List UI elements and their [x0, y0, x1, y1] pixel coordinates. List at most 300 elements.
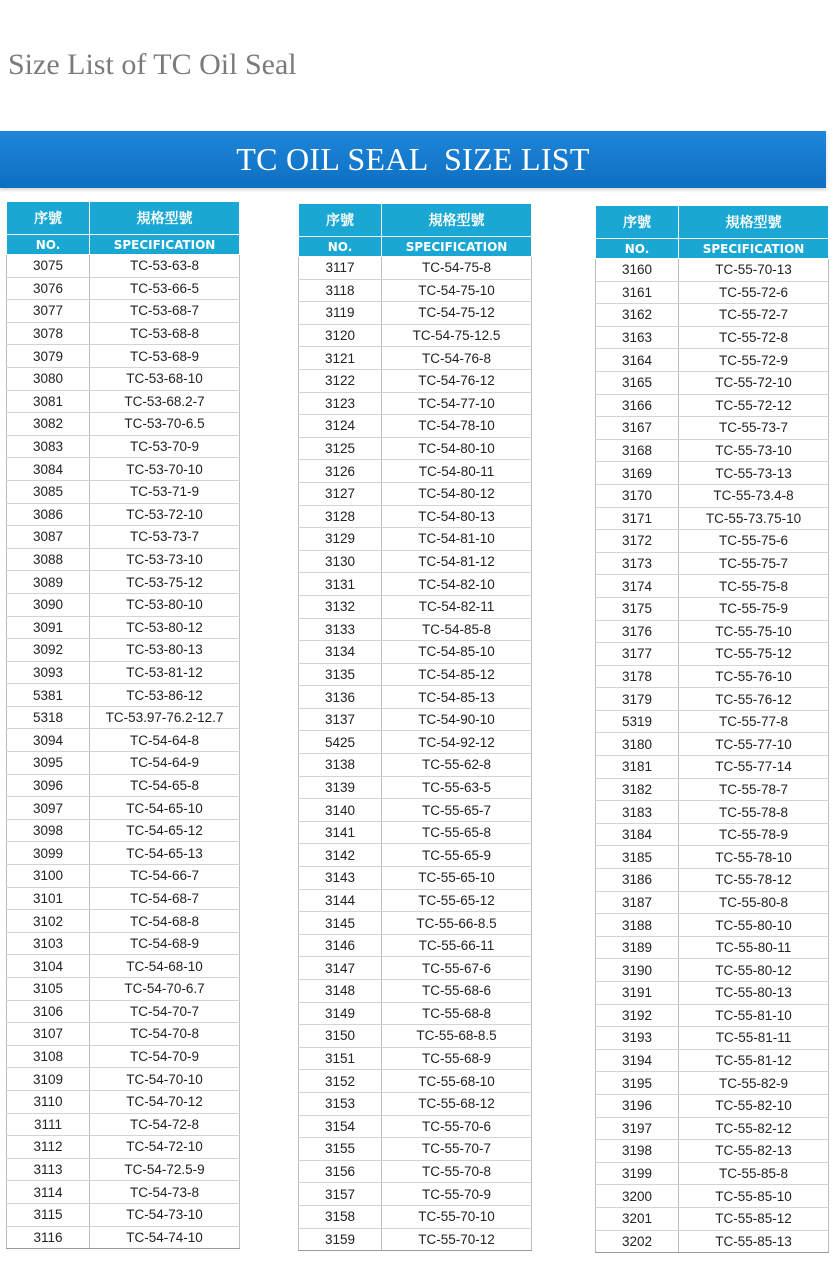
table-row: [7, 819, 240, 842]
cell-no: 3124: [299, 415, 382, 438]
table-row: [7, 1136, 240, 1159]
cell-no: 3088: [7, 548, 90, 571]
cell-no: 3163: [596, 326, 679, 349]
cell-no: 3179: [596, 688, 679, 711]
cell-spec: TC-54-81-12: [382, 550, 532, 573]
cell-no: 3199: [596, 1162, 679, 1185]
table-row: [299, 1205, 532, 1228]
table-row: [7, 1068, 240, 1091]
table-row: [7, 255, 240, 278]
table-row: [7, 706, 240, 729]
cell-no: 3105: [7, 978, 90, 1001]
cell-no: 3080: [7, 367, 90, 390]
cell-spec: TC-54-70-8: [90, 1023, 240, 1046]
cell-spec: TC-53-73-7: [90, 526, 240, 549]
cell-spec: TC-53-80-12: [90, 616, 240, 639]
cell-no: 3106: [7, 1000, 90, 1023]
cell-no: 3173: [596, 552, 679, 575]
table-row: [299, 1002, 532, 1025]
cell-no: 3181: [596, 756, 679, 779]
cell-spec: TC-54-85-13: [382, 686, 532, 709]
cell-no: 3158: [299, 1205, 382, 1228]
table-row: [596, 643, 829, 666]
cell-no: 3089: [7, 571, 90, 594]
cell-spec: TC-54-65-10: [90, 797, 240, 820]
cell-no: 3094: [7, 729, 90, 752]
table-row: [299, 889, 532, 912]
table-row: [299, 980, 532, 1003]
table-row: [7, 797, 240, 820]
cell-spec: TC-55-70-7: [382, 1138, 532, 1161]
cell-spec: TC-55-82-10: [679, 1094, 829, 1117]
table-row: [299, 618, 532, 641]
cell-spec: TC-53-68-8: [90, 322, 240, 345]
cell-spec: TC-55-75-9: [679, 597, 829, 620]
cell-no: 3126: [299, 460, 382, 483]
cell-spec: TC-55-73-13: [679, 462, 829, 485]
cell-no: 3148: [299, 980, 382, 1003]
cell-no: 3144: [299, 889, 382, 912]
cell-no: 3200: [596, 1185, 679, 1208]
cell-no: 3195: [596, 1072, 679, 1095]
cell-no: 3099: [7, 842, 90, 865]
cell-spec: TC-54-92-12: [382, 731, 532, 754]
cell-spec: TC-54-64-9: [90, 752, 240, 775]
table-row: [299, 528, 532, 551]
table-row: [7, 435, 240, 458]
table-row: [7, 1158, 240, 1181]
table-row: [596, 281, 829, 304]
cell-spec: TC-55-66-11: [382, 934, 532, 957]
table-row: [596, 575, 829, 598]
cell-no: 3136: [299, 686, 382, 709]
cell-no: 3165: [596, 371, 679, 394]
cell-spec: TC-55-70-10: [382, 1205, 532, 1228]
header-spec-cn: 規格型號: [382, 204, 532, 237]
cell-no: 3123: [299, 392, 382, 415]
cell-no: 3146: [299, 934, 382, 957]
table-row: [299, 754, 532, 777]
table-row: [299, 279, 532, 302]
table-row: [299, 392, 532, 415]
table-row: [299, 1115, 532, 1138]
table-row: [596, 326, 829, 349]
banner-title: TC OIL SEAL SIZE LIST: [236, 141, 590, 177]
cell-spec: TC-53-68-7: [90, 300, 240, 323]
cell-spec: TC-54-76-12: [382, 369, 532, 392]
cell-no: 3114: [7, 1181, 90, 1204]
cell-spec: TC-55-77-8: [679, 710, 829, 733]
cell-spec: TC-55-65-8: [382, 821, 532, 844]
cell-no: 3160: [596, 259, 679, 282]
cell-no: 3135: [299, 663, 382, 686]
cell-no: 3116: [7, 1226, 90, 1249]
cell-spec: TC-55-63-5: [382, 776, 532, 799]
cell-spec: TC-54-85-10: [382, 641, 532, 664]
table-row: [596, 1094, 829, 1117]
cell-spec: TC-55-78-7: [679, 778, 829, 801]
cell-no: 3141: [299, 821, 382, 844]
cell-no: 3134: [299, 641, 382, 664]
table-row: [299, 347, 532, 370]
cell-no: 3100: [7, 865, 90, 888]
cell-spec: TC-55-73-10: [679, 439, 829, 462]
header-no-en: NO.: [596, 239, 679, 259]
cell-spec: TC-55-62-8: [382, 754, 532, 777]
table-row: [596, 688, 829, 711]
cell-no: 3093: [7, 661, 90, 684]
cell-spec: TC-54-73-10: [90, 1203, 240, 1226]
cell-spec: TC-53-72-10: [90, 503, 240, 526]
table-row: [596, 552, 829, 575]
table-row: [596, 914, 829, 937]
cell-spec: TC-55-77-10: [679, 733, 829, 756]
cell-spec: TC-55-77-14: [679, 756, 829, 779]
cell-spec: TC-55-65-9: [382, 844, 532, 867]
size-table-2: [298, 203, 532, 1251]
table-row: [596, 1185, 829, 1208]
cell-spec: TC-53-81-12: [90, 661, 240, 684]
cell-no: 3157: [299, 1183, 382, 1206]
cell-spec: TC-55-75-6: [679, 530, 829, 553]
cell-spec: TC-53-86-12: [90, 684, 240, 707]
table-row: [299, 1228, 532, 1251]
cell-no: 3151: [299, 1047, 382, 1070]
cell-no: 3197: [596, 1117, 679, 1140]
table-row: [7, 593, 240, 616]
table-row: [7, 480, 240, 503]
cell-no: 3189: [596, 936, 679, 959]
cell-spec: TC-54-90-10: [382, 708, 532, 731]
cell-no: 3086: [7, 503, 90, 526]
table-row: [299, 415, 532, 438]
size-table-3: [595, 205, 829, 1253]
cell-spec: TC-55-68-9: [382, 1047, 532, 1070]
cell-no: 3115: [7, 1203, 90, 1226]
table-row: [7, 1203, 240, 1226]
table-row: [7, 413, 240, 436]
cell-no: 3137: [299, 708, 382, 731]
cell-no: 3085: [7, 480, 90, 503]
table-row: [596, 1162, 829, 1185]
cell-spec: TC-55-76-10: [679, 665, 829, 688]
cell-no: 3154: [299, 1115, 382, 1138]
cell-spec: TC-54-70-7: [90, 1000, 240, 1023]
cell-no: 3156: [299, 1160, 382, 1183]
table-row: [596, 869, 829, 892]
cell-spec: TC-55-85-8: [679, 1162, 829, 1185]
cell-no: 3129: [299, 528, 382, 551]
cell-no: 5318: [7, 706, 90, 729]
table-row: [7, 1090, 240, 1113]
cell-spec: TC-55-72-6: [679, 281, 829, 304]
table-row: [596, 620, 829, 643]
cell-spec: TC-55-75-7: [679, 552, 829, 575]
cell-spec: TC-53-80-13: [90, 639, 240, 662]
cell-no: 3150: [299, 1025, 382, 1048]
cell-no: 3190: [596, 959, 679, 982]
cell-no: 3097: [7, 797, 90, 820]
cell-no: 3184: [596, 823, 679, 846]
cell-spec: TC-55-80-10: [679, 914, 829, 937]
cell-spec: TC-53-68-9: [90, 345, 240, 368]
table-row: [7, 865, 240, 888]
table-row: [596, 936, 829, 959]
table-row: [596, 1072, 829, 1095]
cell-no: 3170: [596, 484, 679, 507]
cell-spec: TC-54-65-12: [90, 819, 240, 842]
cell-no: 3164: [596, 349, 679, 372]
table-row: [299, 844, 532, 867]
cell-no: 3155: [299, 1138, 382, 1161]
cell-no: 3077: [7, 300, 90, 323]
cell-spec: TC-55-78-9: [679, 823, 829, 846]
table-row: [596, 259, 829, 282]
cell-spec: TC-55-72-12: [679, 394, 829, 417]
cell-no: 3192: [596, 1004, 679, 1027]
table-row: [299, 686, 532, 709]
cell-no: 3095: [7, 752, 90, 775]
table-row: [299, 1092, 532, 1115]
table-row: [299, 1047, 532, 1070]
cell-no: 3081: [7, 390, 90, 413]
cell-spec: TC-55-72-9: [679, 349, 829, 372]
cell-spec: TC-54-68-10: [90, 955, 240, 978]
table-row: [299, 1160, 532, 1183]
cell-spec: TC-55-85-13: [679, 1230, 829, 1253]
table-row: [596, 1207, 829, 1230]
cell-spec: TC-54-72-10: [90, 1136, 240, 1159]
table-row: [596, 1140, 829, 1163]
cell-no: 3178: [596, 665, 679, 688]
table-row: [7, 277, 240, 300]
cell-spec: TC-55-73-7: [679, 417, 829, 440]
cell-no: 3177: [596, 643, 679, 666]
page-title: Size List of TC Oil Seal: [8, 48, 297, 81]
cell-no: 3120: [299, 324, 382, 347]
cell-no: 3133: [299, 618, 382, 641]
table-row: [7, 639, 240, 662]
table-row: [299, 731, 532, 754]
table-row: [596, 1049, 829, 1072]
table-row: [7, 1113, 240, 1136]
cell-no: 3145: [299, 912, 382, 935]
cell-spec: TC-55-72-10: [679, 371, 829, 394]
cell-spec: TC-53-68.2-7: [90, 390, 240, 413]
cell-spec: TC-54-78-10: [382, 415, 532, 438]
cell-no: 3175: [596, 597, 679, 620]
cell-no: 3202: [596, 1230, 679, 1253]
cell-spec: TC-53-71-9: [90, 480, 240, 503]
cell-spec: TC-54-77-10: [382, 392, 532, 415]
table-row: [596, 371, 829, 394]
banner: [0, 131, 826, 188]
cell-no: 3186: [596, 869, 679, 892]
cell-spec: TC-54-68-8: [90, 910, 240, 933]
cell-no: 3108: [7, 1045, 90, 1068]
table-row: [596, 823, 829, 846]
cell-no: 3166: [596, 394, 679, 417]
table-row: [299, 776, 532, 799]
cell-spec: TC-55-85-12: [679, 1207, 829, 1230]
table-row: [7, 345, 240, 368]
table-row: [7, 887, 240, 910]
cell-no: 3112: [7, 1136, 90, 1159]
cell-no: 3152: [299, 1070, 382, 1093]
table-row: [299, 821, 532, 844]
table-row: [596, 304, 829, 327]
cell-spec: TC-54-66-7: [90, 865, 240, 888]
header-no-en: NO.: [7, 235, 90, 255]
table-row: [7, 729, 240, 752]
table-row: [299, 437, 532, 460]
table-row: [7, 548, 240, 571]
table-row: [299, 641, 532, 664]
cell-spec: TC-55-72-8: [679, 326, 829, 349]
table-row: [299, 934, 532, 957]
table-row: [7, 1181, 240, 1204]
header-spec-en: SPECIFICATION: [382, 237, 532, 257]
table-row: [299, 460, 532, 483]
cell-no: 3201: [596, 1207, 679, 1230]
table-row: [299, 708, 532, 731]
cell-no: 3107: [7, 1023, 90, 1046]
header-no-cn: 序號: [299, 204, 382, 237]
table-row: [596, 349, 829, 372]
cell-no: 3090: [7, 593, 90, 616]
table-row: [299, 369, 532, 392]
table-row: [299, 302, 532, 325]
cell-spec: TC-55-68-12: [382, 1092, 532, 1115]
cell-spec: TC-54-72.5-9: [90, 1158, 240, 1181]
cell-spec: TC-55-82-9: [679, 1072, 829, 1095]
table-row: [7, 1226, 240, 1249]
table-row: [596, 462, 829, 485]
table-row: [299, 595, 532, 618]
cell-spec: TC-54-75-10: [382, 279, 532, 302]
table-row: [7, 1000, 240, 1023]
cell-no: 3172: [596, 530, 679, 553]
cell-spec: TC-55-72-7: [679, 304, 829, 327]
cell-spec: TC-55-70-9: [382, 1183, 532, 1206]
table-row: [7, 932, 240, 955]
table-row: [7, 458, 240, 481]
cell-no: 3188: [596, 914, 679, 937]
cell-spec: TC-53-70-6.5: [90, 413, 240, 436]
table-row: [596, 756, 829, 779]
cell-no: 3149: [299, 1002, 382, 1025]
cell-spec: TC-53-75-12: [90, 571, 240, 594]
header-spec-en: SPECIFICATION: [679, 239, 829, 259]
cell-no: 3142: [299, 844, 382, 867]
cell-no: 3162: [596, 304, 679, 327]
cell-spec: TC-54-70-9: [90, 1045, 240, 1068]
cell-spec: TC-53-63-8: [90, 255, 240, 278]
cell-no: 3122: [299, 369, 382, 392]
table-row: [299, 324, 532, 347]
cell-no: 3104: [7, 955, 90, 978]
cell-no: 3187: [596, 891, 679, 914]
cell-no: 3171: [596, 507, 679, 530]
table-row: [596, 1117, 829, 1140]
table-row: [7, 503, 240, 526]
table-row: [299, 912, 532, 935]
table-row: [299, 505, 532, 528]
table-row: [596, 530, 829, 553]
table-row: [299, 1025, 532, 1048]
cell-no: 3103: [7, 932, 90, 955]
table-row: [7, 1023, 240, 1046]
table-row: [299, 1138, 532, 1161]
table-row: [299, 257, 532, 280]
cell-spec: TC-54-80-12: [382, 482, 532, 505]
cell-spec: TC-54-65-13: [90, 842, 240, 865]
table-row: [299, 482, 532, 505]
cell-spec: TC-54-75-12.5: [382, 324, 532, 347]
cell-no: 3084: [7, 458, 90, 481]
cell-spec: TC-54-73-8: [90, 1181, 240, 1204]
cell-spec: TC-54-74-10: [90, 1226, 240, 1249]
cell-spec: TC-53-68-10: [90, 367, 240, 390]
cell-no: 3087: [7, 526, 90, 549]
cell-no: 3193: [596, 1027, 679, 1050]
table-row: [596, 439, 829, 462]
cell-spec: TC-55-85-10: [679, 1185, 829, 1208]
cell-spec: TC-55-68-6: [382, 980, 532, 1003]
cell-no: 3174: [596, 575, 679, 598]
cell-no: 3076: [7, 277, 90, 300]
cell-no: 3125: [299, 437, 382, 460]
table-row: [596, 507, 829, 530]
cell-spec: TC-55-65-10: [382, 867, 532, 890]
cell-spec: TC-54-82-11: [382, 595, 532, 618]
cell-no: 3075: [7, 255, 90, 278]
cell-no: 3127: [299, 482, 382, 505]
cell-spec: TC-54-70-12: [90, 1090, 240, 1113]
cell-spec: TC-55-67-6: [382, 957, 532, 980]
cell-spec: TC-53-66-5: [90, 277, 240, 300]
cell-spec: TC-54-85-12: [382, 663, 532, 686]
cell-spec: TC-55-80-12: [679, 959, 829, 982]
cell-no: 3111: [7, 1113, 90, 1136]
cell-spec: TC-55-80-8: [679, 891, 829, 914]
cell-no: 3117: [299, 257, 382, 280]
table-row: [299, 573, 532, 596]
cell-spec: TC-53-80-10: [90, 593, 240, 616]
cell-no: 3119: [299, 302, 382, 325]
header-no-en: NO.: [299, 237, 382, 257]
cell-spec: TC-54-68-9: [90, 932, 240, 955]
table-row: [299, 799, 532, 822]
table-row: [596, 733, 829, 756]
cell-no: 3096: [7, 774, 90, 797]
cell-spec: TC-55-73.4-8: [679, 484, 829, 507]
cell-no: 3147: [299, 957, 382, 980]
cell-no: 5381: [7, 684, 90, 707]
cell-spec: TC-55-68-8.5: [382, 1025, 532, 1048]
cell-no: 3131: [299, 573, 382, 596]
cell-spec: TC-55-78-12: [679, 869, 829, 892]
header-spec-en: SPECIFICATION: [90, 235, 240, 255]
cell-no: 3109: [7, 1068, 90, 1091]
table-row: [596, 982, 829, 1005]
cell-spec: TC-55-76-12: [679, 688, 829, 711]
table-row: [7, 842, 240, 865]
cell-spec: TC-54-70-6.7: [90, 978, 240, 1001]
cell-spec: TC-55-68-10: [382, 1070, 532, 1093]
cell-no: 3168: [596, 439, 679, 462]
cell-spec: TC-55-70-12: [382, 1228, 532, 1251]
